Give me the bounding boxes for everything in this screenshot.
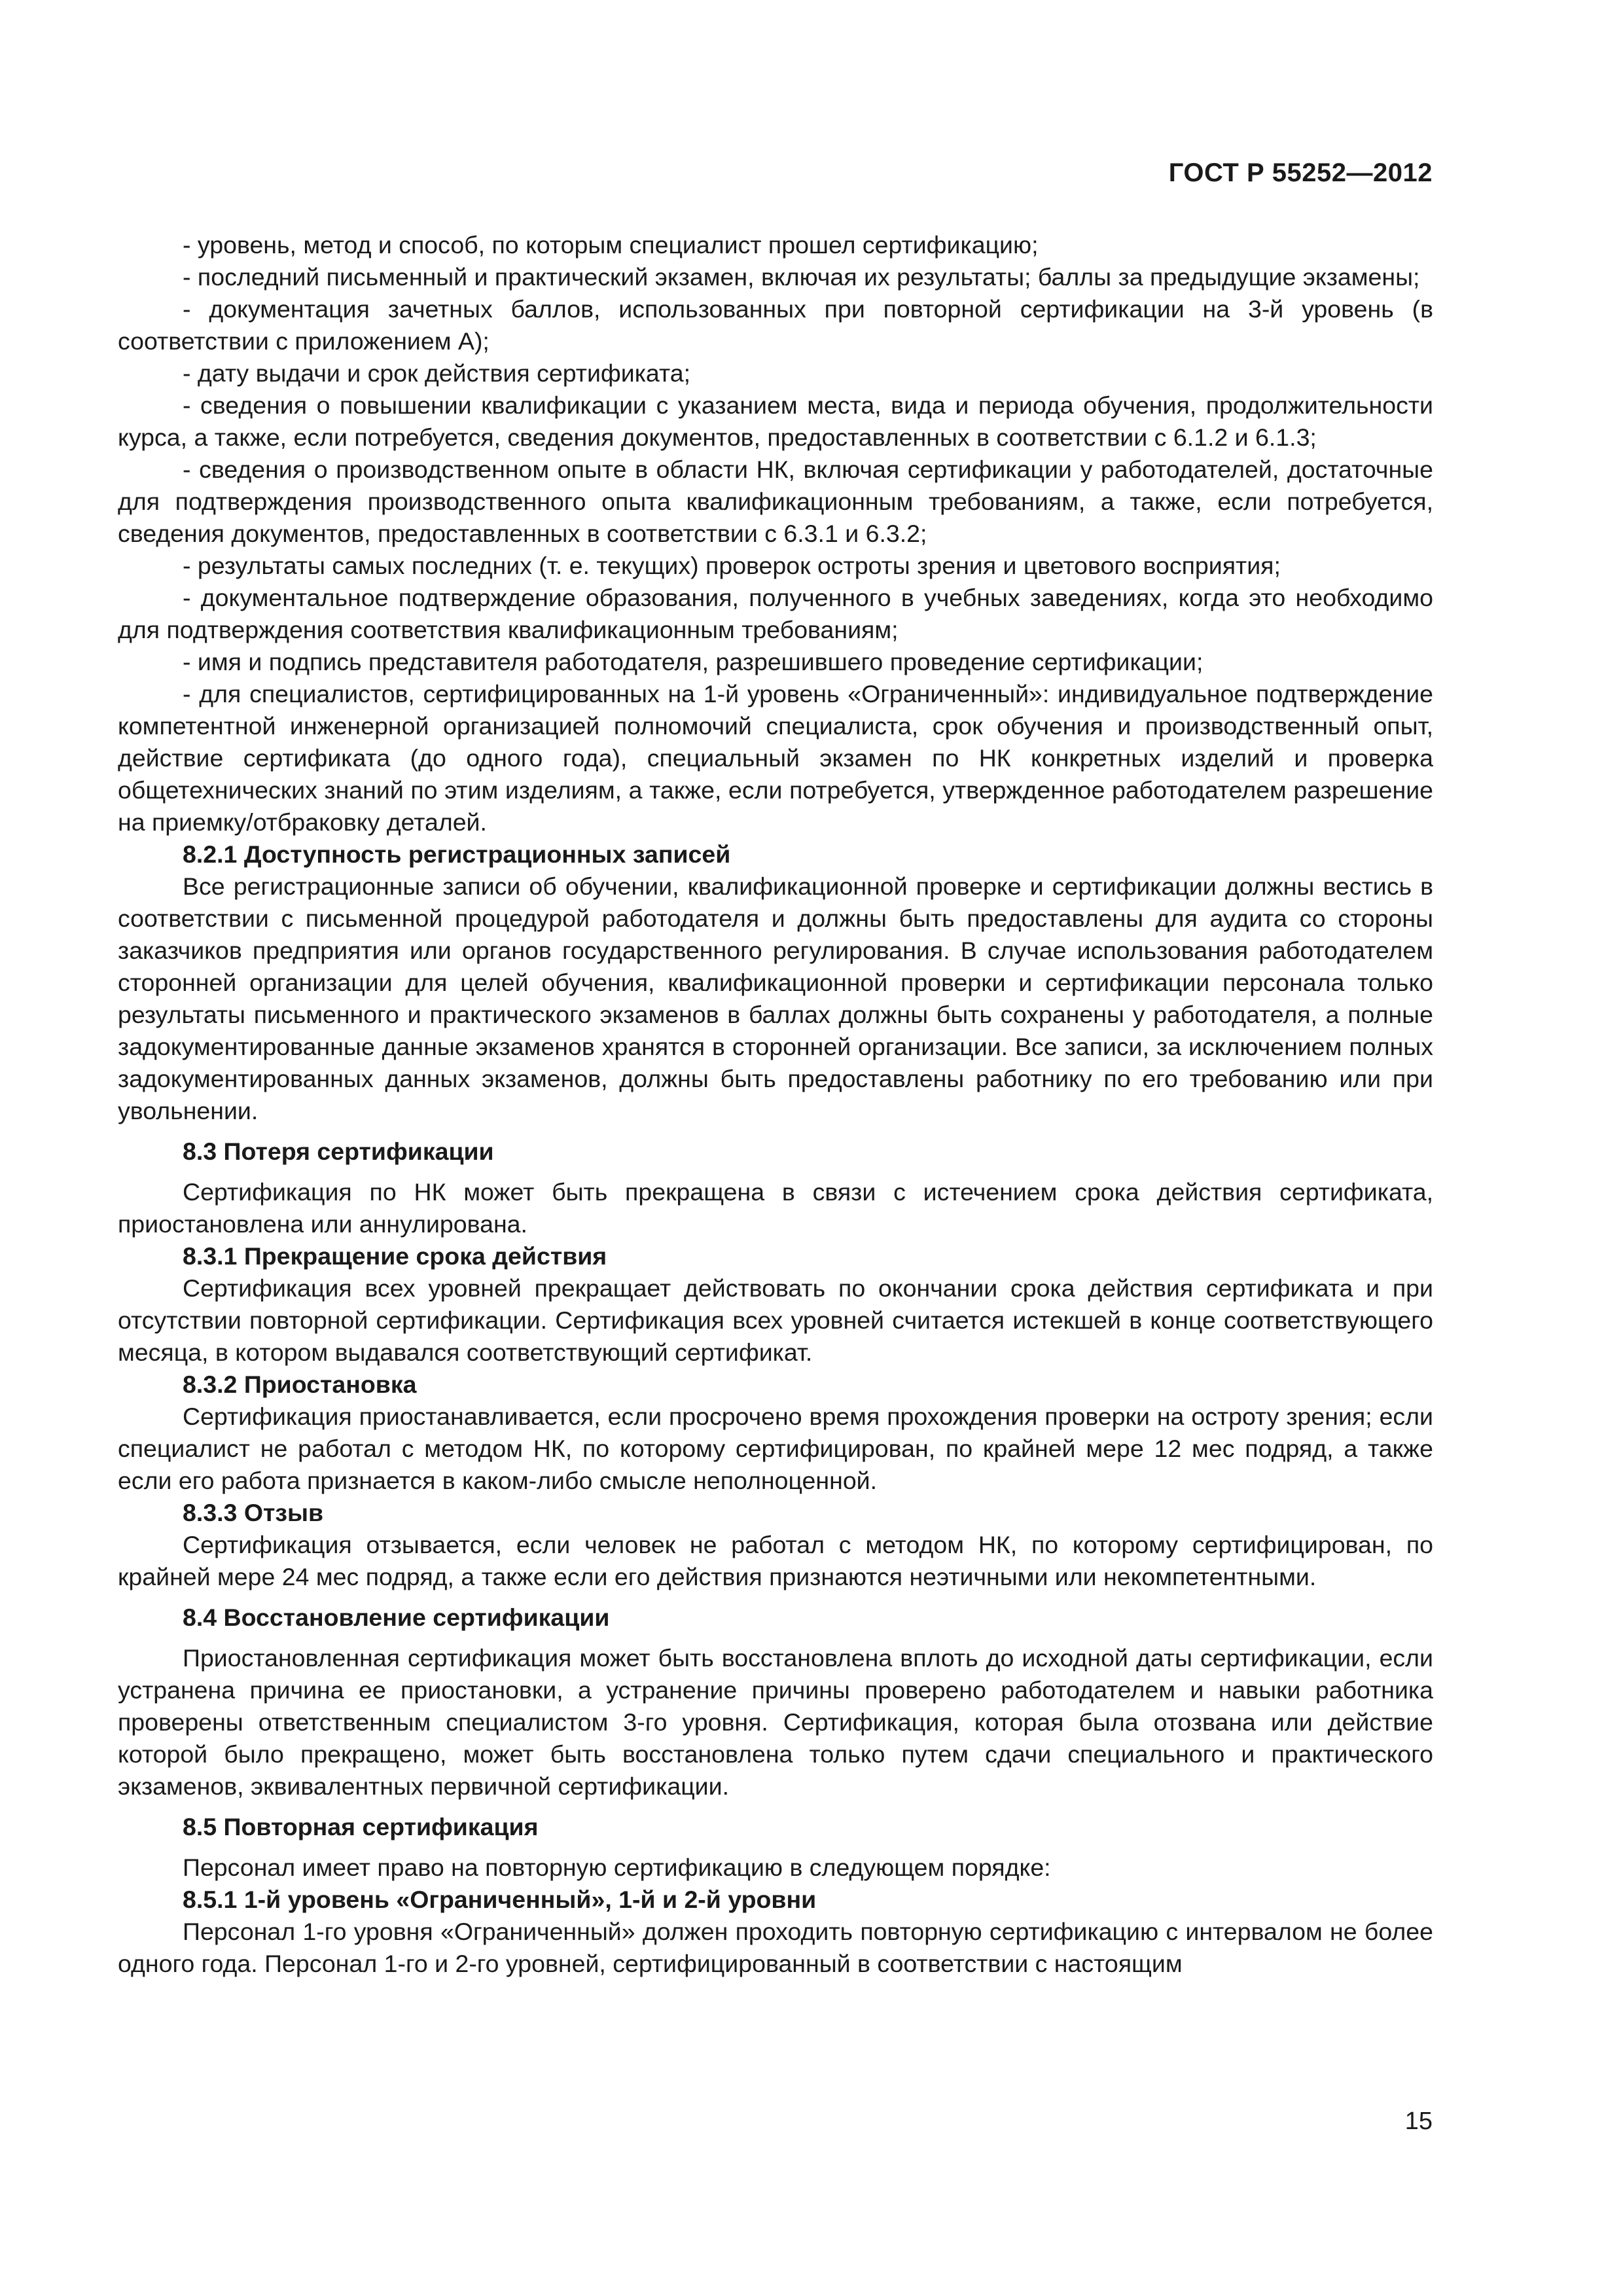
section-text-8-4: Приостановленная сертификация может быть восстановлена вплоть до исходной даты сертификации, если устранена причина ее приостановки, а устранение причины проверено работодателем и навыки работника проверены ответственным специалистом 3-го уровня. Сертификация, которая была отозвана или действие которой было прекращено, может быть восстановлена только путем сдачи специального и практического экзаменов, эквивалентных первичной сертификации. [118,1644,1433,1800]
list-item: - для специалистов, сертифицированных на 1-й уровень «Ограниченный»: индивидуальное подтверждение компетентной инженерной организацией полномочий специалиста, срок обучения и производственный опыт, действие сертификата (до одного года), специальный экзамен по НК конкретных изделий и проверка общетехнических знаний по этим изделиям, а также, если потребуется, утвержденное работодателем разрешение на приемку/отбраковку деталей. [118,680,1433,836]
section-heading-8-3-1: 8.3.1 Прекращение срока действия [183,1242,607,1270]
list-item: - имя и подпись представителя работодателя, разрешившего проведение сертификации; [183,648,1204,675]
section-heading-8-3: 8.3 Потеря сертификации [183,1138,494,1165]
section-text-8-3: Сертификация по НК может быть прекращена в связи с истечением срока действия сертификата, приостановлена или аннулирована. [118,1178,1433,1238]
section-heading-8-3-2: 8.3.2 Приостановка [183,1371,417,1398]
section-heading-8-5-1: 8.5.1 1-й уровень «Ограниченный», 1-й и 2-й уровни [183,1886,817,1913]
list-item: - дату выдачи и срок действия сертификата; [183,359,690,387]
section-text-8-5-1: Персонал 1-го уровня «Ограниченный» должен проходить повторную сертификацию с интервалом не более одного года. Персонал 1-го и 2-го уровней, сертифицированный в соответствии с настоящим [118,1918,1433,1977]
section-text-8-5: Персонал имеет право на повторную сертификацию в следующем порядке: [183,1854,1051,1881]
section-heading-8-4: 8.4 Восстановление сертификации [183,1604,610,1631]
list-item: - результаты самых последних (т. е. текущих) проверок остроты зрения и цветового восприятия; [183,552,1281,579]
list-item: - документация зачетных баллов, использованных при повторной сертификации на 3-й уровень (в соответствии с приложением А); [118,295,1433,355]
list-item: - уровень, метод и способ, по которым специалист прошел сертификацию; [183,231,1039,259]
section-text-8-3-1: Сертификация всех уровней прекращает действовать по окончании срока действия сертификата и при отсутствии повторной сертификации. Сертификация всех уровней считается истекшей в конце соответствующего месяца, в котором выдавался соответствующий сертификат. [118,1274,1433,1366]
section-text-8-3-3: Сертификация отзывается, если человек не работал с методом НК, по которому сертифицирован, по крайней мере 24 мес подряд, а также если его действия признаются неэтичными или некомпетентными. [118,1531,1433,1590]
page-number: 15 [1404,2108,1433,2135]
list-item: - сведения о повышении квалификации с указанием места, вида и периода обучения, продолжительности курса, а также, если потребуется, сведения документов, предоставленных в соответствии с 6.1.2 и 6.1.3; [118,391,1433,451]
section-heading-8-3-3: 8.3.3 Отзыв [183,1499,324,1526]
body-text [118,229,1433,1980]
section-heading-8-2-1: 8.2.1 Доступность регистрационных записей [183,840,731,868]
list-item: - документальное подтверждение образования, полученного в учебных заведениях, когда это необходимо для подтверждения соответствия квалификационным требованиям; [118,584,1433,643]
list-item: - сведения о производственном опыте в области НК, включая сертификации у работодателей, достаточные для подтверждения производственного опыта квалификационным требованиям, а также, если потребуется, сведения документов, предоставленных в соответствии с 6.3.1 и 6.3.2; [118,456,1433,547]
section-text-8-2-1: Все регистрационные записи об обучении, квалификационной проверке и сертификации должны вестись в соответствии с письменной процедурой работодателя и должны быть предоставлены для аудита со стороны заказчиков предприятия или органов государственного регулирования. В случае использования работодателем сторонней организации для целей обучения, квалификационной проверки и сертификации персонала только результаты письменного и практического экзаменов в баллах должны быть сохранены у работодателя, а полные задокументированные данные экзаменов хранятся в сторонней организации. Все записи, за исключением полных задокументированных данных экзаменов, должны быть предоставлены работнику по его требованию или при увольнении. [118,872,1433,1124]
section-text-8-3-2: Сертификация приостанавливается, если просрочено время прохождения проверки на остроту зрения; если специалист не работал с методом НК, по которому сертифицирован, по крайней мере 12 мес подряд, а также если его работа признается в каком-либо смысле неполноценной. [118,1403,1433,1494]
list-item: - последний письменный и практический экзамен, включая их результаты; баллы за предыдущие экзамены; [183,263,1420,291]
standard-code: ГОСТ Р 55252—2012 [1168,158,1433,187]
section-heading-8-5: 8.5 Повторная сертификация [183,1813,539,1840]
